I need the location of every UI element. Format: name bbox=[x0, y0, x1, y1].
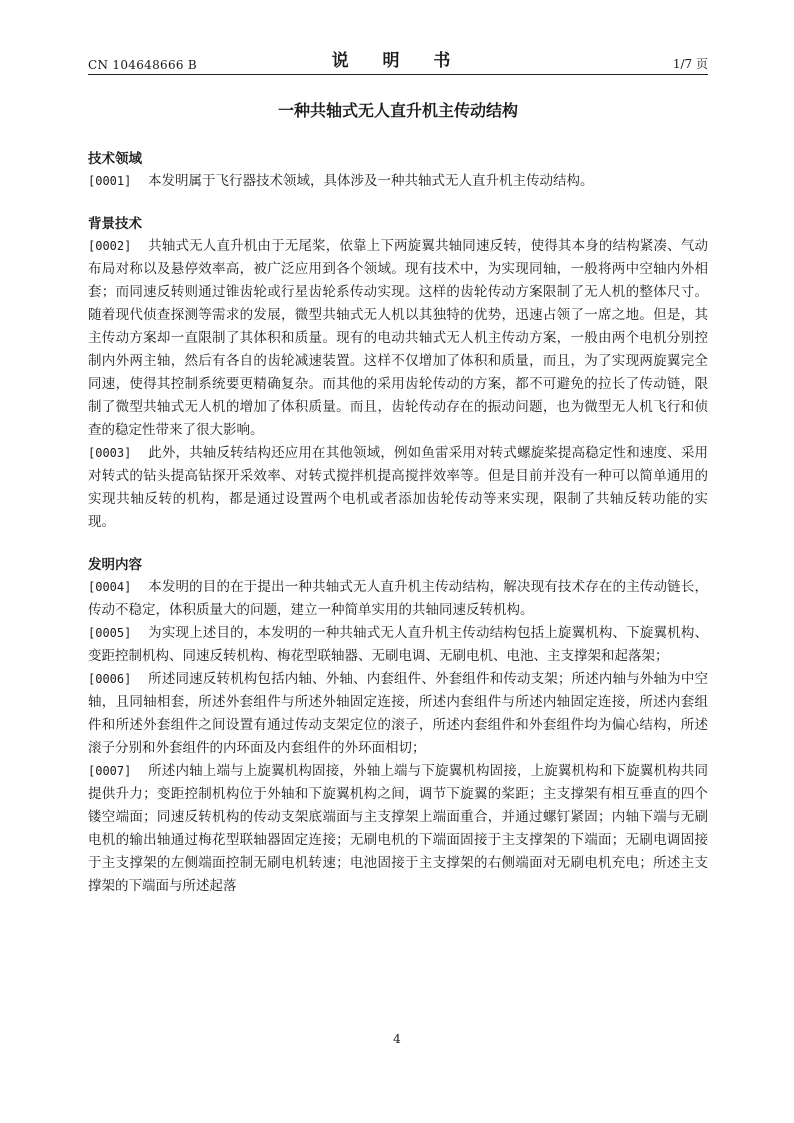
paragraph-text: 本发明的目的在于提出一种共轴式无人直升机主传动结构，解决现有技术存在的主传动链长，传动不稳定，体积质量大的问题，建立一种简单实用的共轴同速反转机构。 bbox=[88, 579, 708, 618]
paragraph bbox=[88, 668, 708, 760]
paragraph-text: 此外，共轴反转结构还应用在其他领域，例如鱼雷采用对转式螺旋桨提高稳定性和速度、采用对转式的钻头提高钻探开采效率、对转式搅拌机提高搅拌效率等。但是目前并没有一种可以简单通用的实现共轴反转的机构，都是通过设置两个电机或者添加齿轮传动等来实现，限制了共轴反转功能的实现。 bbox=[88, 445, 708, 530]
section-heading: 发明内容 bbox=[88, 557, 142, 573]
paragraph-number: [0002] bbox=[88, 239, 132, 253]
paragraph-text: 所述同速反转机构包括内轴、外轴、内套组件、外套组件和传动支架；所述内轴与外轴为中空轴，且同轴相套，所述外套组件与所述外轴固定连接，所述内套组件与所述内轴固定连接，所述内套组件和所述外套组件之间设置有通过传动支架定位的滚子，所述内套组件和外套组件均为偏心结构，所述滚子分别和外套组件的内环面及内套组件的外环面相切； bbox=[88, 671, 708, 756]
page-header bbox=[88, 46, 708, 74]
paragraph-number: [0006] bbox=[88, 672, 132, 686]
paragraph bbox=[88, 760, 708, 898]
paragraph bbox=[88, 622, 708, 668]
paragraph-number: [0003] bbox=[88, 446, 132, 460]
paragraph-number: [0007] bbox=[88, 764, 132, 778]
document-title: 一种共轴式无人直升机主传动结构 bbox=[277, 101, 518, 120]
paragraph bbox=[88, 576, 708, 622]
header-divider bbox=[88, 74, 708, 75]
section-heading: 技术领域 bbox=[88, 151, 142, 167]
paragraph-number: [0005] bbox=[88, 626, 132, 640]
paragraph bbox=[88, 442, 708, 534]
section-technical-field bbox=[88, 148, 708, 193]
patent-number: CN 104648666 B bbox=[88, 58, 198, 72]
paragraph-number: [0001] bbox=[88, 174, 132, 188]
document-body bbox=[88, 148, 708, 898]
paragraph-text: 本发明属于飞行器技术领域，具体涉及一种共轴式无人直升机主传动结构。 bbox=[148, 173, 594, 189]
paragraph-text: 所述内轴上端与上旋翼机构固接，外轴上端与下旋翼机构固接，上旋翼机构和下旋翼机构共同提供升力；变距控制机构位于外轴和下旋翼机构之间，调节下旋翼的桨距；主支撑架有相互垂直的四个镂空端面；同速反转机构的传动支架底端面与主支撑架上端面重合，并通过螺钉紧固；内轴下端与无刷电机的输出轴通过梅花型联轴器固定连接；无刷电机的下端面固接于主支撑架的下端面；无刷电调固接于主支撑架的左侧端面控制无刷电机转速；电池固接于主支撑架的右侧端面对无刷电机充电；所述主支撑架的下端面与所述起落 bbox=[88, 763, 708, 894]
section-heading: 背景技术 bbox=[88, 216, 142, 232]
section-background bbox=[88, 213, 708, 534]
section-summary bbox=[88, 554, 708, 898]
paragraph-text: 共轴式无人直升机由于无尾桨，依靠上下两旋翼共轴同速反转，使得其本身的结构紧凑、气动布局对称以及悬停效率高，被广泛应用到各个领域。现有技术中，为实现同轴，一般将两中空轴内外相套；而同速反转则通过锥齿轮或行星齿轮系传动实现。这样的齿轮传动方案限制了无人机的整体尺寸。随着现代侦查探测等需求的发展，微型共轴式无人机以其独特的优势，迅速占领了一席之地。但是，其主传动方案却一直限制了其体积和质量。现有的电动共轴式无人机主传动方案，一般由两个电机分别控制内外两主轴，然后有各自的齿轮减速装置。这样不仅增加了体积和质量，而且，为了实现两旋翼完全同速，使得其控制系统要更精确复杂。而其他的采用齿轮传动的方案，都不可避免的拉长了传动链，限制了微型共轴式无人机的增加了体积质量。而且，齿轮传动存在的振动问题，也为微型无人机飞行和侦查的稳定性带来了很大影响。 bbox=[88, 238, 708, 438]
paragraph bbox=[88, 170, 708, 193]
paragraph-number: [0004] bbox=[88, 580, 132, 594]
page-number: 4 bbox=[393, 1032, 401, 1046]
document-type: 说 明 书 bbox=[331, 51, 465, 71]
paragraph-text: 为实现上述目的，本发明的一种共轴式无人直升机主传动结构包括上旋翼机构、下旋翼机构、变距控制机构、同速反转机构、梅花型联轴器、无刷电调、无刷电机、电池、主支撑架和起落架； bbox=[88, 625, 708, 664]
page-indicator: 1/7 页 bbox=[672, 57, 708, 71]
paragraph bbox=[88, 235, 708, 442]
